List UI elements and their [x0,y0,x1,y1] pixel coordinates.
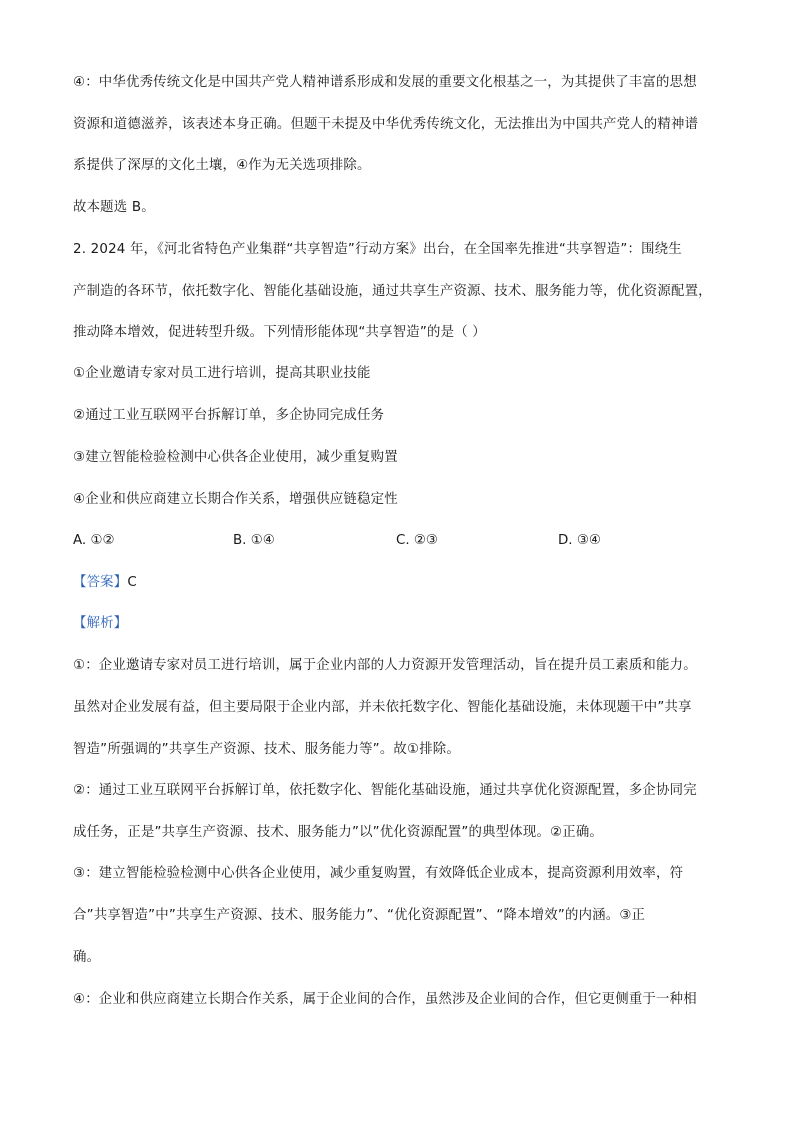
statement-3: ③建立智能检验检测中心供各企业使用，减少重复购置 [73,450,398,465]
analysis-text-line: 智造”所强调的”共享生产资源、技术、服务能力等”。故①排除。 [73,742,460,757]
prev-analysis-line-1: ④：中华优秀传统文化是中国共产党人精神谱系形成和发展的重要文化根基之一，为其提供了丰富的思想 [73,75,697,90]
answer-label: 【答案】 [73,575,128,590]
option-a: A. ①② [73,533,115,548]
analysis-text-line: 确。 [73,950,101,965]
option-b: B. ①④ [233,533,275,548]
prev-analysis-line-2: 资源和道德滋养，该表述本身正确。但题干未提及中华优秀传统文化，无法推出为中国共产党人的精神谱 [73,117,699,132]
answer-value: C [127,575,137,590]
statement-1: ①企业邀请专家对员工进行培训，提高其职业技能 [73,366,371,381]
analysis-label: 【解析】 [73,616,128,631]
statement-4: ④企业和供应商建立长期合作关系，增强供应链稳定性 [73,492,398,507]
answer-line [73,573,137,593]
analysis-text-line: 虽然对企业发展有益，但主要局限于企业内部，并未依托数字化、智能化基础设施，未体现题干中”共享 [73,700,692,715]
analysis-text-line: ①：企业邀请专家对员工进行培训，属于企业内部的人力资源开发管理活动，旨在提升员工素质和能力。 [73,658,697,673]
prev-analysis-line-3: 系提供了深厚的文化土壤，④作为无关选项排除。 [73,158,371,173]
analysis-text-line: ②：通过工业互联网平台拆解订单，依托数字化、智能化基础设施，通过共享优化资源配置，多企协同完 [73,783,697,798]
option-c: C. ②③ [396,533,438,548]
prev-conclusion: 故本题选 B。 [73,200,155,215]
question-2-stem-line-3: 推动降本增效，促进转型升级。下列情形能体现“共享智造”的是（ ） [73,325,486,340]
analysis-text-line: ④：企业和供应商建立长期合作关系，属于企业间的合作，虽然涉及企业间的合作，但它更侧重于一种相 [73,992,697,1007]
question-2-stem-line-2: 产制造的各环节，依托数字化、智能化基础设施，通过共享生产资源、技术、服务能力等，优化资源配置， [73,284,712,299]
question-2-stem-line-1: 2. 2024 年，《河北省特色产业集群“共享智造”行动方案》出台，在全国率先推进“共享智造”：围绕生 [73,242,682,257]
analysis-text-line: ③：建立智能检验检测中心供各企业使用，减少重复购置，有效降低企业成本，提高资源利用效率，符 [73,866,684,881]
statement-2: ②通过工业互联网平台拆解订单，多企协同完成任务 [73,408,385,423]
analysis-text-line: 成任务，正是”共享生产资源、技术、服务能力”以”优化资源配置”的典型体现。②正确。 [73,825,604,840]
analysis-line [73,614,127,634]
analysis-text-line: 合”共享智造”中”共享生产资源、技术、服务能力”、“优化资源配置”、“降本增效”的内涵。③正 [73,908,646,923]
option-d: D. ③④ [558,533,601,548]
